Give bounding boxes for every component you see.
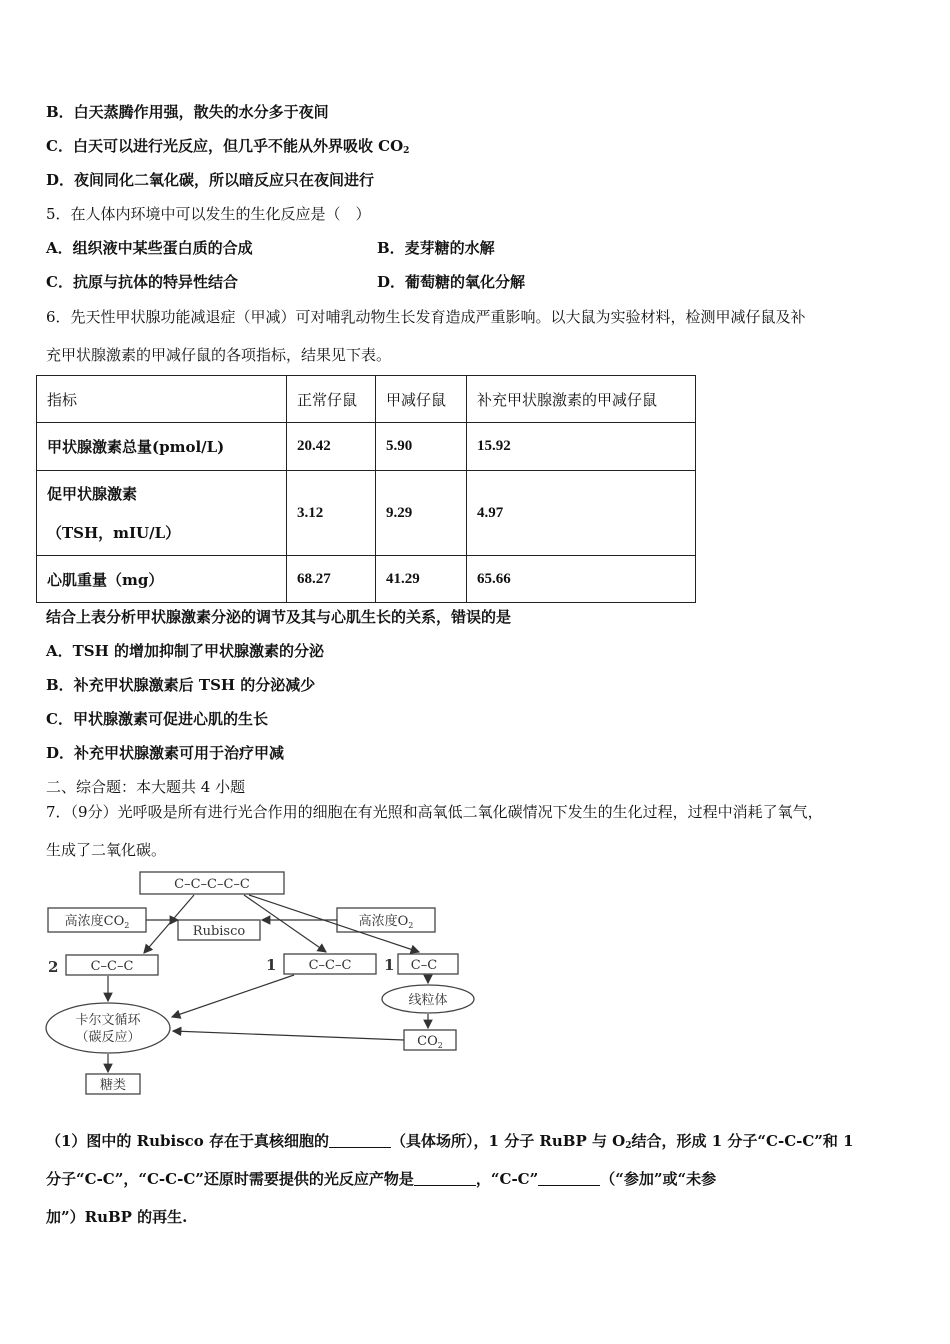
- q7-stem-line1: 7．（9分）光呼吸是所有进行光合作用的细胞在有光照和高氧低二氧化碳情况下发生的生化过程，过程中消耗了氧气，: [46, 803, 823, 821]
- q7-sub1-text-f: （“参加”或“未参: [600, 1170, 717, 1188]
- q5-option-a: A．组织液中某些蛋白质的合成: [46, 239, 253, 257]
- sugar-label: 糖类: [99, 1078, 127, 1093]
- table-cell: 3.12: [287, 471, 376, 556]
- high-o2-label: 高浓度$O_2$: [358, 914, 414, 930]
- photorespiration-diagram: [44, 868, 484, 1098]
- q7-sub1-line2: [46, 1169, 716, 1189]
- q4-option-b: B．白天蒸腾作用强，散失的水分多于夜间: [46, 103, 329, 121]
- table-row: [37, 423, 696, 471]
- rubisco-label: Rubisco: [192, 924, 246, 939]
- high-co2-label: 高浓度$CO_2$: [64, 914, 130, 930]
- arrow-to-mid-ccc: [244, 895, 326, 952]
- table-row: [37, 556, 696, 603]
- q5-option-c: C．抗原与抗体的特异性结合: [46, 273, 238, 291]
- mid-count: 1: [266, 956, 277, 974]
- answer-blank-regeneration[interactable]: [538, 1170, 600, 1186]
- q7-sub1-text-e: ，“C-C”: [475, 1170, 539, 1188]
- table-cell: 41.29: [376, 556, 467, 603]
- table-row-label: 心肌重量（mg）: [37, 556, 287, 603]
- table-cell: 15.92: [467, 423, 696, 471]
- q5-stem: 5．在人体内环境中可以发生的生化反应是（ ）: [46, 205, 371, 223]
- q7-sub1-text-b: （具体场所），1 分子 RuBP 与 O: [391, 1132, 626, 1150]
- table-cell: 68.27: [287, 556, 376, 603]
- q6-data-table: [36, 375, 696, 603]
- answer-blank-light-products[interactable]: [414, 1170, 476, 1186]
- table-cell: 5.90: [376, 423, 467, 471]
- arrow-co2-to-calvin: [173, 1031, 404, 1040]
- q6-option-c: C．甲状腺激素可促进心肌的生长: [46, 710, 268, 728]
- right-count: 1: [384, 956, 395, 974]
- rubp-label: C–C–C–C–C: [174, 877, 250, 892]
- q7-sub1-subscript: 2: [625, 1141, 632, 1151]
- section-heading: 二、综合题：本大题共 4 小题: [46, 778, 246, 796]
- left-ccc-label: C–C–C: [90, 959, 134, 974]
- answer-blank-location[interactable]: [329, 1132, 391, 1148]
- q7-sub1-text-d: 分子“C-C”，“C-C-C”还原时需要提供的光反应产物是: [46, 1170, 414, 1188]
- co2-box-label: $CO_2$: [417, 1034, 443, 1050]
- q7-sub1-line3: 加”）RuBP 的再生.: [46, 1208, 188, 1226]
- table-header-cell: 补充甲状腺激素的甲减仔鼠: [467, 376, 696, 423]
- cc-label: C–C: [410, 958, 438, 973]
- q6-stem-line1: 6．先天性甲状腺功能减退症（甲减）可对哺乳动物生长发育造成严重影响。以大鼠为实验材料，检测甲减仔鼠及补: [46, 308, 806, 326]
- q5-option-b: B．麦芽糖的水解: [377, 239, 495, 257]
- table-row-label: 甲状腺激素总量(pmol/L): [37, 423, 287, 471]
- mid-ccc-label: C–C–C: [308, 958, 352, 973]
- q5-option-d: D．葡萄糖的氧化分解: [377, 273, 526, 291]
- table-cell: 4.97: [467, 471, 696, 556]
- q6-stem-line2: 充甲状腺激素的甲减仔鼠的各项指标，结果见下表。: [46, 346, 392, 364]
- q4-option-c: [46, 136, 409, 161]
- q7-stem-line2: 生成了二氧化碳。: [46, 841, 167, 859]
- arrow-mid-ccc-to-calvin: [172, 975, 294, 1017]
- q4-option-c-text: C．白天可以进行光反应，但几乎不能从外界吸收 CO: [46, 137, 404, 155]
- calvin-label-line1: 卡尔文循环: [75, 1013, 141, 1028]
- table-cell: 9.29: [376, 471, 467, 556]
- arrow-to-left-ccc: [144, 895, 194, 953]
- table-cell: 20.42: [287, 423, 376, 471]
- table-row: [37, 471, 696, 556]
- left-count: 2: [48, 958, 59, 976]
- q7-sub1-text-a: （1）图中的 Rubisco 存在于真核细胞的: [46, 1132, 330, 1150]
- calvin-cycle-ellipse: [46, 1003, 170, 1053]
- q6-option-a: A．TSH 的增加抑制了甲状腺激素的分泌: [46, 642, 325, 660]
- calvin-label-line2: （碳反应）: [75, 1030, 141, 1045]
- table-header-row: [37, 376, 696, 423]
- q4-option-c-subscript: 2: [403, 146, 410, 156]
- table-header-cell: 指标: [37, 376, 287, 423]
- table-row-label-line1: 促甲状腺激素: [47, 485, 138, 503]
- q6-option-d: D．补充甲状腺激素可用于治疗甲减: [46, 744, 285, 762]
- q7-sub1-line1: [46, 1131, 854, 1156]
- table-cell: 65.66: [467, 556, 696, 603]
- q7-sub1-text-c: 结合，形成 1 分子“C-C-C”和 1: [631, 1132, 854, 1150]
- q6-option-b: B．补充甲状腺激素后 TSH 的分泌减少: [46, 676, 316, 694]
- table-row-label: [37, 471, 287, 556]
- q4-option-d: D．夜间同化二氧化碳，所以暗反应只在夜间进行: [46, 171, 375, 189]
- table-header-cell: 正常仔鼠: [287, 376, 376, 423]
- table-row-label-line2: （TSH，mIU/L）: [47, 524, 181, 542]
- table-header-cell: 甲减仔鼠: [376, 376, 467, 423]
- q6-question: 结合上表分析甲状腺激素分泌的调节及其与心肌生长的关系，错误的是: [46, 608, 512, 626]
- mitochondrion-label: 线粒体: [408, 993, 448, 1008]
